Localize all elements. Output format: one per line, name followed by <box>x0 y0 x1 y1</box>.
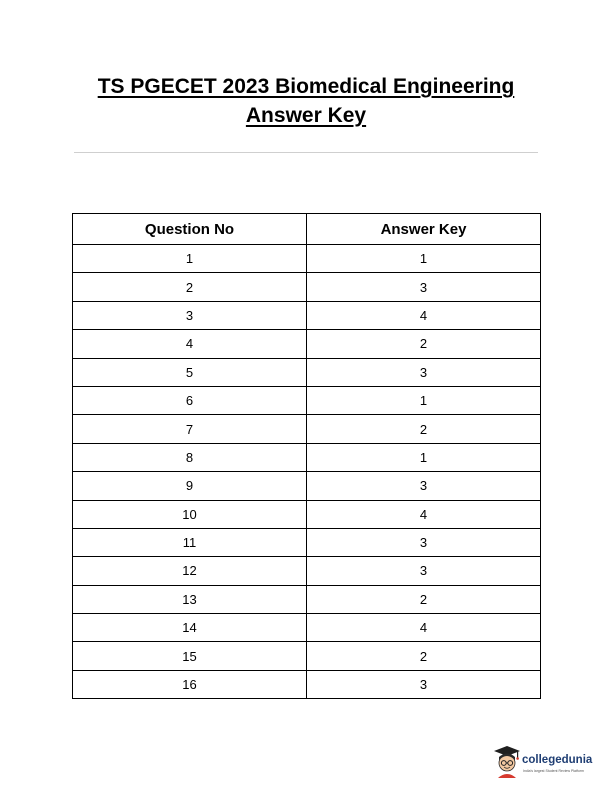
answer-cell: 4 <box>307 614 541 642</box>
answer-cell: 3 <box>307 358 541 386</box>
question-number-cell: 3 <box>73 301 307 329</box>
question-number-cell: 11 <box>73 528 307 556</box>
question-number-cell: 6 <box>73 386 307 414</box>
logo-tagline: India's largest Student Review Platform <box>523 769 584 773</box>
table-row <box>73 358 541 386</box>
question-number-cell: 5 <box>73 358 307 386</box>
answer-cell: 2 <box>307 330 541 358</box>
table-row <box>73 386 541 414</box>
answer-cell: 3 <box>307 472 541 500</box>
table-row <box>73 500 541 528</box>
answer-cell: 3 <box>307 557 541 585</box>
table-row <box>73 557 541 585</box>
question-number-cell: 1 <box>73 245 307 273</box>
question-number-cell: 14 <box>73 614 307 642</box>
title-divider <box>74 152 538 153</box>
answer-cell: 4 <box>307 500 541 528</box>
answer-cell: 1 <box>307 386 541 414</box>
table-row <box>73 330 541 358</box>
table-row <box>73 273 541 301</box>
answer-key-table <box>72 213 541 699</box>
logo-wordmark: collegedunia <box>522 754 593 766</box>
table-row <box>73 245 541 273</box>
title-line-1: TS PGECET 2023 Biomedical Engineering <box>97 75 515 98</box>
table-row <box>73 301 541 329</box>
student-mascot-icon <box>493 745 521 779</box>
question-number-cell: 2 <box>73 273 307 301</box>
question-number-cell: 12 <box>73 557 307 585</box>
answer-cell: 1 <box>307 245 541 273</box>
answer-cell: 2 <box>307 642 541 670</box>
question-number-cell: 13 <box>73 585 307 613</box>
question-number-cell: 9 <box>73 472 307 500</box>
question-number-cell: 8 <box>73 443 307 471</box>
answer-cell: 1 <box>307 443 541 471</box>
question-number-cell: 10 <box>73 500 307 528</box>
answer-cell: 3 <box>307 273 541 301</box>
question-number-cell: 4 <box>73 330 307 358</box>
collegedunia-logo[interactable] <box>493 744 612 784</box>
table-row <box>73 415 541 443</box>
table-row <box>73 472 541 500</box>
answer-cell: 3 <box>307 528 541 556</box>
header-question-no: Question No <box>73 214 307 245</box>
question-number-cell: 15 <box>73 642 307 670</box>
table-row <box>73 443 541 471</box>
question-number-cell: 16 <box>73 670 307 698</box>
question-number-cell: 7 <box>73 415 307 443</box>
header-answer-key: Answer Key <box>307 214 541 245</box>
answer-cell: 2 <box>307 415 541 443</box>
answer-cell: 4 <box>307 301 541 329</box>
table-row <box>73 614 541 642</box>
table-row <box>73 670 541 698</box>
title-line-2: Answer Key <box>245 104 367 127</box>
table-row <box>73 642 541 670</box>
table-row <box>73 528 541 556</box>
table-row <box>73 585 541 613</box>
page-title <box>0 72 612 130</box>
answer-cell: 3 <box>307 670 541 698</box>
answer-cell: 2 <box>307 585 541 613</box>
table-header-row <box>73 214 541 245</box>
